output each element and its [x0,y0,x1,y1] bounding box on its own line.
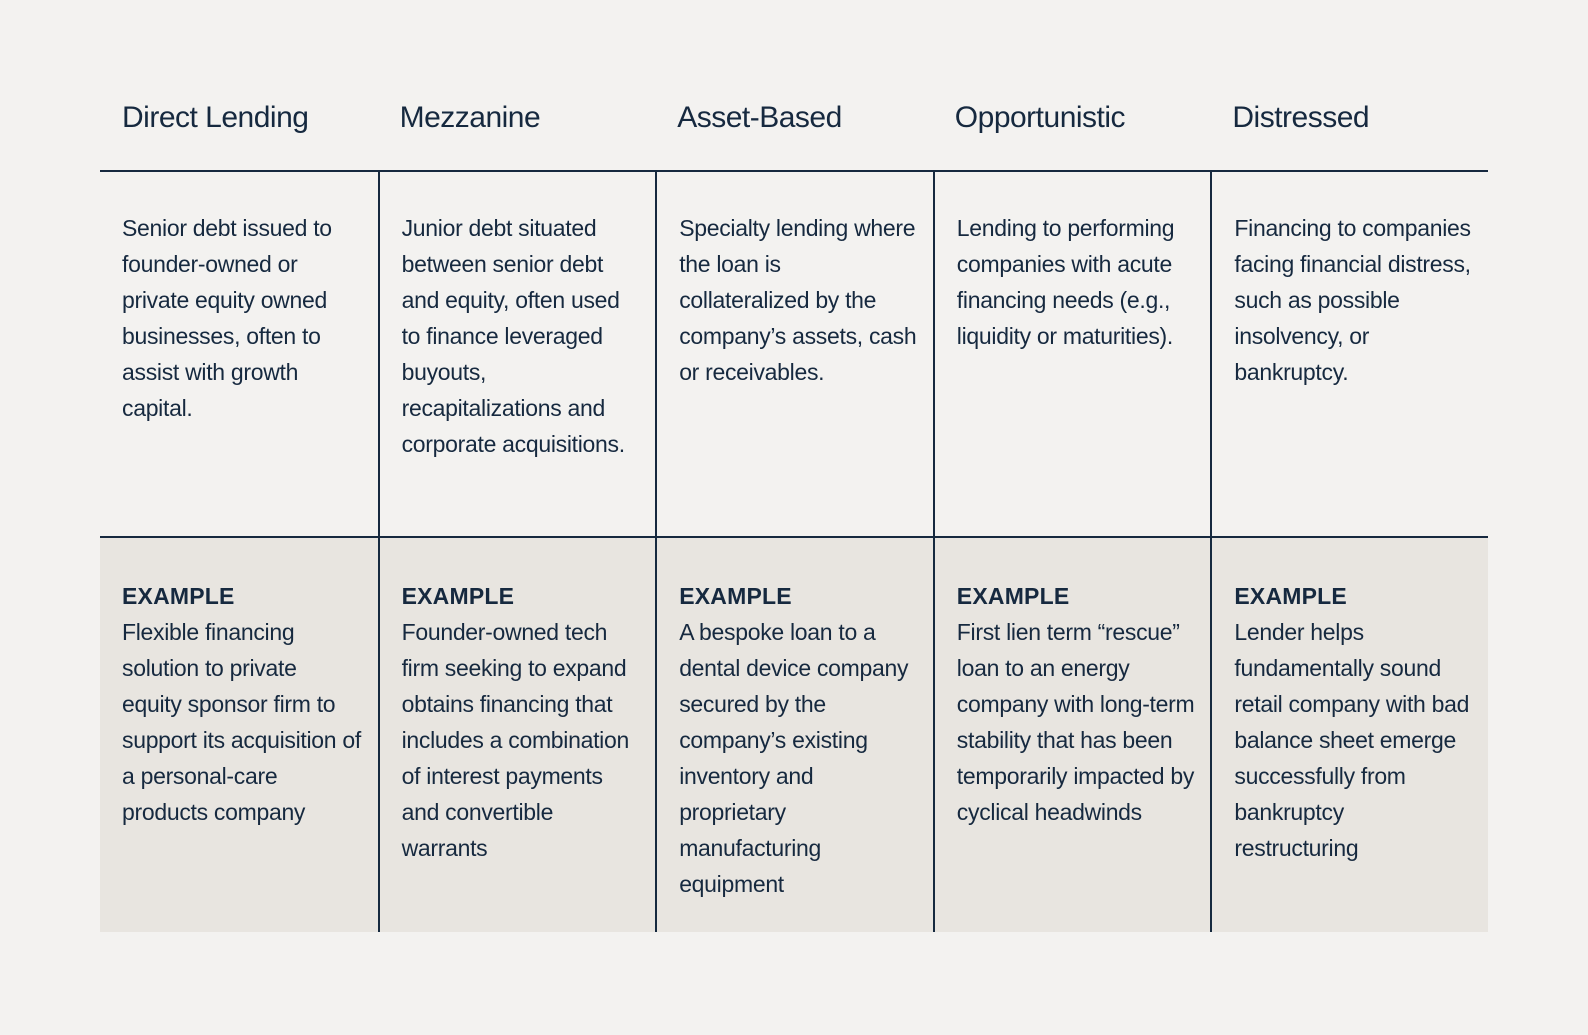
column-title-opportunistic: Opportunistic [954,101,1126,134]
example-text-direct-lending: Flexible financing solution to private equity sponsor firm to support its acquisition of a personal-care products company [122,619,361,825]
example-cell-asset-based [655,538,933,932]
description-direct-lending: Senior debt issued to founder-owned or private equity owned businesses, often to assist with growth capital. [122,215,332,421]
example-text-opportunistic: First lien term “rescue” loan to an energy company with long-term stability that has been temporarily impacted by cyclical headwinds [956,619,1195,825]
example-label: EXAMPLE [956,583,1070,609]
description-row [100,172,1488,538]
description-opportunistic: Lending to performing companies with acute financing needs (e.g., liquidity or maturities). [933,172,1211,536]
example-label: EXAMPLE [679,583,792,609]
column-title-distressed: Distressed [1232,101,1370,134]
column-title-mezzanine: Mezzanine [399,101,541,134]
example-text-mezzanine: Founder-owned tech firm seeking to expand obtains financing that includes a combination of interest payments and convertible warrants [401,619,629,861]
description-mezzanine: Junior debt situated between senior debt and equity, often used to finance leveraged buyouts, recapitalizations and corporate acquisitions. [378,172,656,536]
description-asset-based: Specialty lending where the loan is collateralized by the company’s assets, cash or receivables. [655,172,933,536]
example-cell-direct-lending [100,538,378,932]
column-title-asset-based: Asset-Based [677,101,842,134]
column-title-direct-lending: Direct Lending [122,101,309,134]
example-row [100,538,1488,932]
example-label: EXAMPLE [401,583,515,609]
example-label: EXAMPLE [122,583,235,609]
example-cell-distressed [1210,538,1488,932]
example-cell-mezzanine [378,538,656,932]
example-label: EXAMPLE [1234,583,1347,609]
example-text-asset-based: A bespoke loan to a dental device company secured by the company’s existing inventory and proprietary manufacturing equipment [679,619,909,897]
example-cell-opportunistic [933,538,1211,932]
description-distressed: Financing to companies facing financial distress, such as possible insolvency, or bankruptcy. [1210,172,1488,536]
lending-types-table [100,70,1488,932]
example-text-distressed: Lender helps fundamentally sound retail company with bad balance sheet emerge successfully from bankruptcy restructuring [1234,619,1470,861]
header-row [100,70,1488,172]
